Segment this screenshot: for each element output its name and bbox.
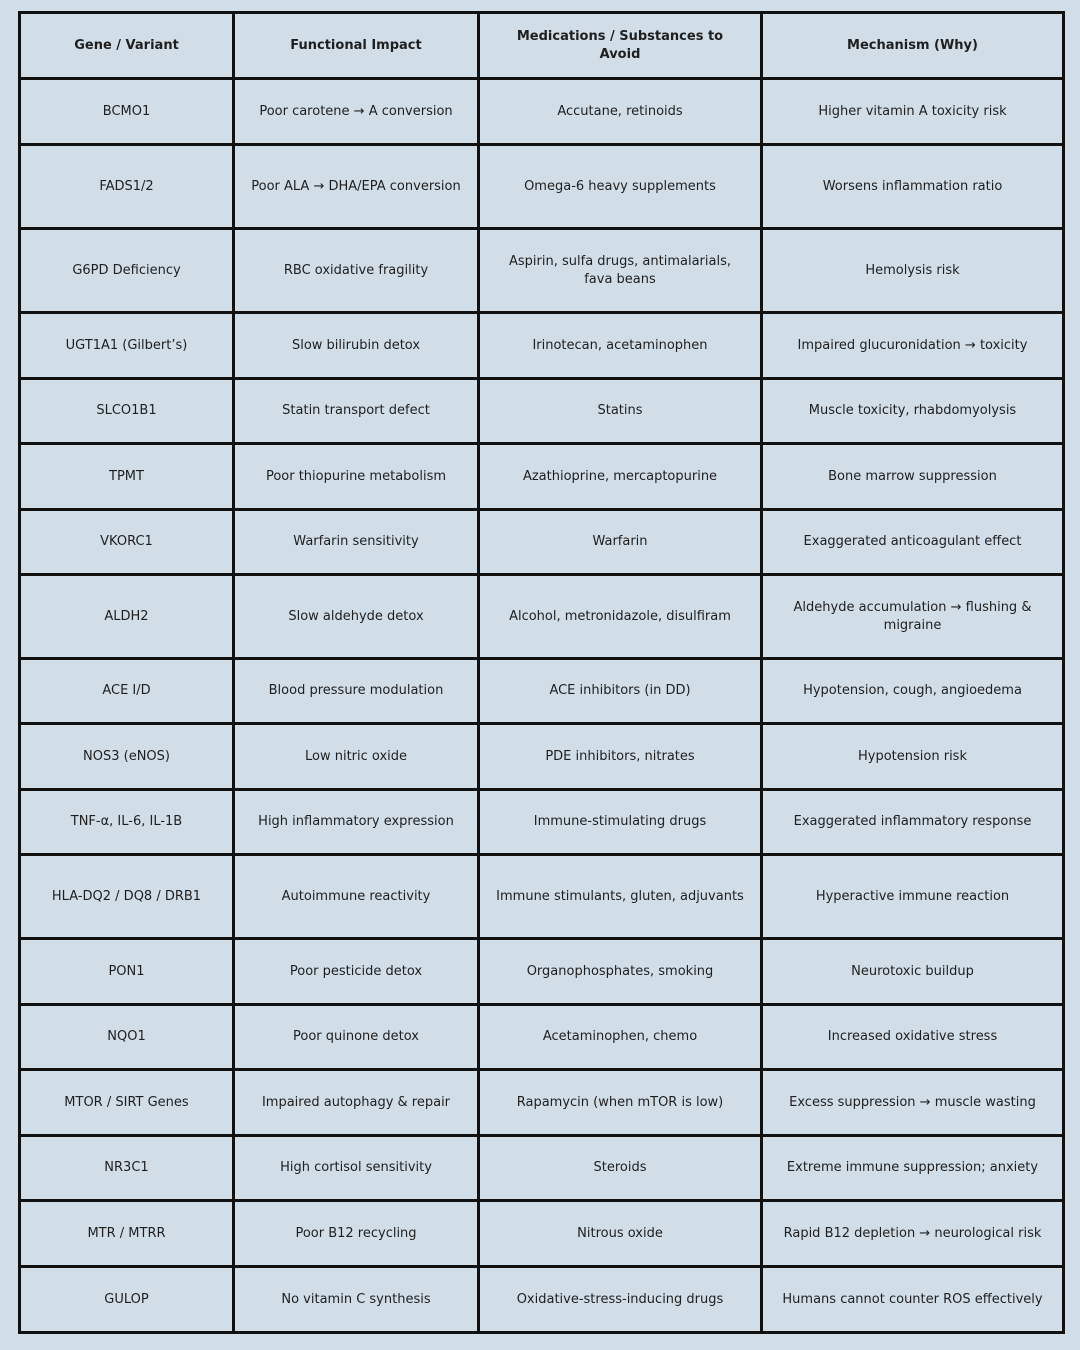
- table-row: [20, 855, 1064, 939]
- cell-functional-impact: Autoimmune reactivity: [234, 855, 479, 939]
- cell-functional-impact: Warfarin sensitivity: [234, 510, 479, 575]
- cell-gene: PON1: [20, 939, 234, 1005]
- cell-gene: MTOR / SIRT Genes: [20, 1070, 234, 1136]
- cell-mechanism: Hypotension, cough, angioedema: [762, 659, 1064, 724]
- cell-functional-impact: Poor quinone detox: [234, 1005, 479, 1070]
- cell-functional-impact: Poor B12 recycling: [234, 1201, 479, 1267]
- cell-medications: Nitrous oxide: [479, 1201, 762, 1267]
- cell-functional-impact: Blood pressure modulation: [234, 659, 479, 724]
- cell-medications: Warfarin: [479, 510, 762, 575]
- cell-functional-impact: Poor carotene → A conversion: [234, 79, 479, 145]
- cell-mechanism: Impaired glucuronidation → toxicity: [762, 313, 1064, 379]
- cell-functional-impact: High cortisol sensitivity: [234, 1136, 479, 1201]
- cell-gene: NQO1: [20, 1005, 234, 1070]
- cell-functional-impact: RBC oxidative fragility: [234, 229, 479, 313]
- cell-functional-impact: Poor thiopurine metabolism: [234, 444, 479, 510]
- cell-medications: Azathioprine, mercaptopurine: [479, 444, 762, 510]
- table-row: [20, 145, 1064, 229]
- cell-functional-impact: No vitamin C synthesis: [234, 1267, 479, 1333]
- cell-gene: GULOP: [20, 1267, 234, 1333]
- cell-gene: FADS1/2: [20, 145, 234, 229]
- table-row: [20, 1267, 1064, 1333]
- table-row: [20, 724, 1064, 790]
- cell-medications: Aspirin, sulfa drugs, antimalarials, fava beans: [479, 229, 762, 313]
- cell-mechanism: Aldehyde accumulation → flushing & migraine: [762, 575, 1064, 659]
- cell-mechanism: Worsens inflammation ratio: [762, 145, 1064, 229]
- cell-medications: Accutane, retinoids: [479, 79, 762, 145]
- cell-medications: ACE inhibitors (in DD): [479, 659, 762, 724]
- header-gene: Gene / Variant: [20, 13, 234, 79]
- header-mechanism: Mechanism (Why): [762, 13, 1064, 79]
- table-row: [20, 1070, 1064, 1136]
- cell-mechanism: Hypotension risk: [762, 724, 1064, 790]
- table-row: [20, 229, 1064, 313]
- cell-functional-impact: Low nitric oxide: [234, 724, 479, 790]
- cell-mechanism: Muscle toxicity, rhabdomyolysis: [762, 379, 1064, 444]
- cell-medications: Rapamycin (when mTOR is low): [479, 1070, 762, 1136]
- cell-medications: Oxidative-stress-inducing drugs: [479, 1267, 762, 1333]
- cell-gene: ACE I/D: [20, 659, 234, 724]
- table-row: [20, 659, 1064, 724]
- table-row: [20, 939, 1064, 1005]
- table-row: [20, 790, 1064, 855]
- cell-gene: VKORC1: [20, 510, 234, 575]
- cell-mechanism: Humans cannot counter ROS effectively: [762, 1267, 1064, 1333]
- cell-mechanism: Excess suppression → muscle wasting: [762, 1070, 1064, 1136]
- cell-medications: PDE inhibitors, nitrates: [479, 724, 762, 790]
- table-row: [20, 510, 1064, 575]
- cell-mechanism: Exaggerated inflammatory response: [762, 790, 1064, 855]
- gene-medication-table: [18, 11, 1065, 1334]
- header-row: [20, 13, 1064, 79]
- cell-mechanism: Higher vitamin A toxicity risk: [762, 79, 1064, 145]
- cell-functional-impact: Slow bilirubin detox: [234, 313, 479, 379]
- cell-gene: NR3C1: [20, 1136, 234, 1201]
- table-row: [20, 575, 1064, 659]
- cell-gene: UGT1A1 (Gilbert’s): [20, 313, 234, 379]
- cell-functional-impact: Poor ALA → DHA/EPA conversion: [234, 145, 479, 229]
- cell-gene: MTR / MTRR: [20, 1201, 234, 1267]
- cell-medications: Immune stimulants, gluten, adjuvants: [479, 855, 762, 939]
- cell-functional-impact: Impaired autophagy & repair: [234, 1070, 479, 1136]
- cell-gene: NOS3 (eNOS): [20, 724, 234, 790]
- table-row: [20, 1201, 1064, 1267]
- cell-functional-impact: Poor pesticide detox: [234, 939, 479, 1005]
- cell-gene: ALDH2: [20, 575, 234, 659]
- cell-gene: BCMO1: [20, 79, 234, 145]
- cell-mechanism: Increased oxidative stress: [762, 1005, 1064, 1070]
- cell-medications: Steroids: [479, 1136, 762, 1201]
- cell-functional-impact: Slow aldehyde detox: [234, 575, 479, 659]
- cell-medications: Alcohol, metronidazole, disulfiram: [479, 575, 762, 659]
- cell-medications: Omega-6 heavy supplements: [479, 145, 762, 229]
- cell-mechanism: Neurotoxic buildup: [762, 939, 1064, 1005]
- table-row: [20, 1005, 1064, 1070]
- cell-mechanism: Exaggerated anticoagulant effect: [762, 510, 1064, 575]
- cell-medications: Organophosphates, smoking: [479, 939, 762, 1005]
- cell-mechanism: Hemolysis risk: [762, 229, 1064, 313]
- cell-mechanism: Extreme immune suppression; anxiety: [762, 1136, 1064, 1201]
- cell-gene: SLCO1B1: [20, 379, 234, 444]
- cell-functional-impact: High inflammatory expression: [234, 790, 479, 855]
- cell-mechanism: Hyperactive immune reaction: [762, 855, 1064, 939]
- cell-medications: Irinotecan, acetaminophen: [479, 313, 762, 379]
- cell-medications: Statins: [479, 379, 762, 444]
- cell-gene: G6PD Deficiency: [20, 229, 234, 313]
- cell-mechanism: Rapid B12 depletion → neurological risk: [762, 1201, 1064, 1267]
- cell-mechanism: Bone marrow suppression: [762, 444, 1064, 510]
- header-functional-impact: Functional Impact: [234, 13, 479, 79]
- cell-medications: Immune-stimulating drugs: [479, 790, 762, 855]
- cell-gene: TPMT: [20, 444, 234, 510]
- cell-medications: Acetaminophen, chemo: [479, 1005, 762, 1070]
- table-row: [20, 313, 1064, 379]
- cell-gene: HLA-DQ2 / DQ8 / DRB1: [20, 855, 234, 939]
- table-row: [20, 79, 1064, 145]
- cell-functional-impact: Statin transport defect: [234, 379, 479, 444]
- table-row: [20, 444, 1064, 510]
- table-row: [20, 379, 1064, 444]
- cell-gene: TNF-α, IL-6, IL-1B: [20, 790, 234, 855]
- table-row: [20, 1136, 1064, 1201]
- header-medications: Medications / Substances to Avoid: [479, 13, 762, 79]
